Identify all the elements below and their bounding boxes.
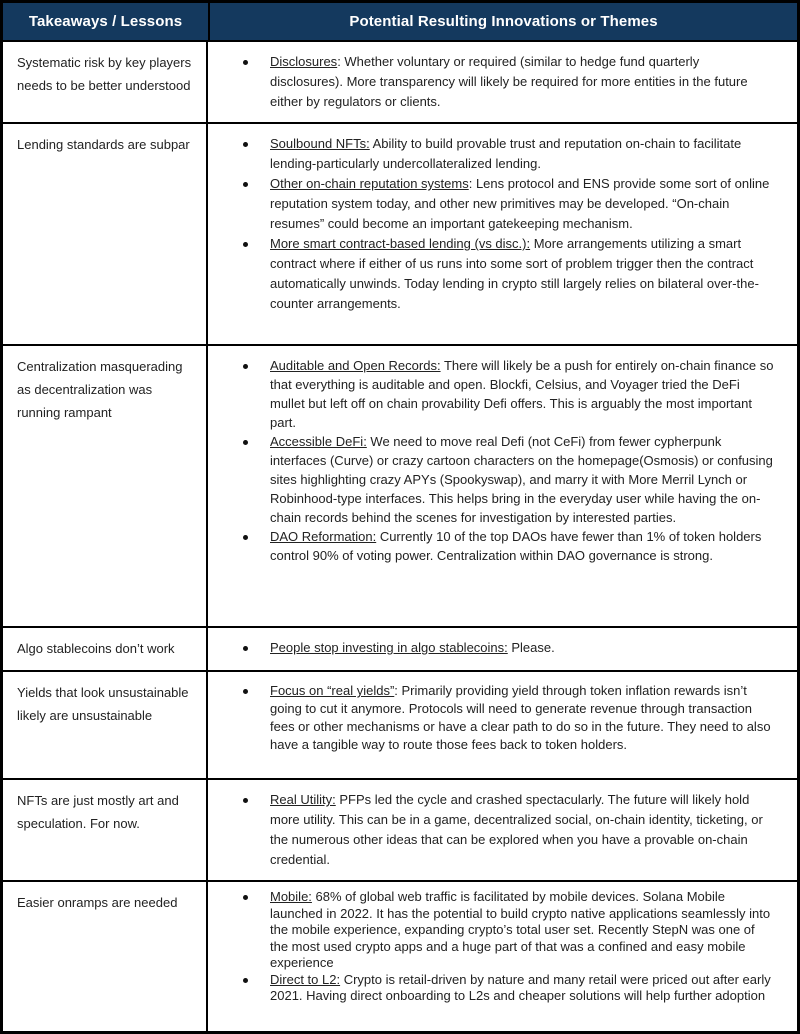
bullet-text	[270, 134, 775, 174]
bullet-icon	[243, 689, 248, 694]
bullet-item	[243, 972, 775, 1005]
bullet-list	[208, 682, 775, 754]
bullet-text	[270, 790, 775, 870]
takeaway-text: Yields that look unsustainable likely are unsustainable	[17, 685, 189, 723]
bullet-item	[243, 638, 775, 658]
bullet-text	[270, 234, 775, 314]
bullet-rest: Currently 10 of the top DAOs have fewer than 1% of token holders control 90% of voting power. Centralization within DAO governance is strong.	[270, 529, 762, 563]
bullet-lead: More smart contract-based lending (vs disc.):	[270, 236, 531, 251]
takeaway-text: NFTs are just mostly art and speculation. For now.	[17, 793, 179, 831]
bullet-lead: DAO Reformation:	[270, 529, 377, 544]
bullet-lead: Focus on “real yields”	[270, 683, 395, 698]
innovations-cell	[208, 628, 797, 670]
bullet-lead: Direct to L2:	[270, 971, 341, 987]
bullet-rest: Please.	[507, 640, 555, 655]
bullet-item	[243, 134, 775, 174]
bullet-icon	[243, 798, 248, 803]
bullet-list	[208, 638, 775, 658]
bullet-rest: Ability to build provable trust and reputation on-chain to facilitate lending-particularly undercollateralized lending.	[270, 136, 742, 171]
takeaway-text: Easier onramps are needed	[17, 895, 178, 910]
bullet-text	[270, 527, 775, 565]
bullet-item	[243, 432, 775, 527]
innovations-cell	[208, 124, 797, 344]
takeaway-cell	[3, 780, 208, 880]
bullet-text	[270, 972, 775, 1005]
bullet-icon	[243, 535, 248, 540]
innovations-cell	[208, 780, 797, 880]
table-header	[3, 3, 797, 42]
bullet-rest: We need to move real Defi (not CeFi) from fewer cypherpunk interfaces (Curve) or crazy cartoon characters on the homepage(Osmosis) or confusing sites highlighting crazy APYs (Spookyswap), and marry it with More Merril Lynch or Robinhood-type interfaces. This helps bring in the everyday user while having the on-chain records behind the scenes for investigation by interested parties.	[270, 434, 773, 525]
bullet-item	[243, 527, 775, 565]
innovations-cell	[208, 42, 797, 122]
bullet-item	[243, 682, 775, 754]
bullet-rest: : Whether voluntary or required (similar to hedge fund quarterly disclosures). More transparency will likely be required for more entities in the future either by regulators or clients.	[270, 54, 748, 109]
bullet-rest: More arrangements utilizing a smart contract where if either of us runs into some sort of problem trigger then the contract automatically unwinds. Today lending in crypto still largely relies on bilateral over-the-counter arrangements.	[270, 236, 759, 311]
table-row	[3, 628, 797, 672]
innovations-cell	[208, 882, 797, 1031]
bullet-text	[270, 356, 775, 432]
bullet-rest: : Lens protocol and ENS provide some sort of online reputation system today, and other new primitives may be developed. “On-chain resumes” could become an important gatekeeping mechanism.	[270, 176, 770, 231]
bullet-text	[270, 682, 775, 754]
takeaway-cell	[3, 346, 208, 626]
bullet-item	[243, 52, 775, 112]
bullet-icon	[243, 978, 248, 983]
table-row	[3, 124, 797, 346]
bullet-rest: : Primarily providing yield through token inflation rewards isn’t going to cut it anymore. Protocols will need to generate revenue through transaction fees or other mechanisms or have a clear path to do so in the future. They need to also have a tangible way to route those fees back to token holders.	[270, 683, 771, 752]
bullet-icon	[243, 142, 248, 147]
takeaway-cell	[3, 628, 208, 670]
bullet-list	[208, 134, 775, 314]
header-innovations: Potential Resulting Innovations or Themes	[349, 13, 658, 30]
bullet-lead: Mobile:	[270, 889, 312, 904]
takeaway-text: Centralization masquerading as decentralization was running rampant	[17, 359, 183, 420]
takeaway-text: Lending standards are subpar	[17, 137, 190, 152]
takeaway-text: Systematic risk by key players needs to be better understood	[17, 55, 192, 93]
table-row	[3, 780, 797, 882]
bullet-lead: Real Utility:	[270, 792, 336, 807]
bullet-list	[208, 790, 775, 870]
bullet-text	[270, 52, 775, 112]
bullet-text	[270, 174, 775, 234]
bullet-text	[270, 638, 775, 658]
table-row	[3, 42, 797, 124]
takeaway-cell	[3, 42, 208, 122]
bullet-item	[243, 234, 775, 314]
bullet-text	[270, 889, 775, 972]
bullet-text	[270, 432, 775, 527]
bullet-icon	[243, 60, 248, 65]
bullet-icon	[243, 364, 248, 369]
table-row	[3, 882, 797, 1031]
bullet-lead: Auditable and Open Records:	[270, 358, 441, 373]
bullet-item	[243, 889, 775, 972]
takeaway-text: Algo stablecoins don’t work	[17, 641, 175, 656]
bullet-item	[243, 356, 775, 432]
bullet-lead: Disclosures	[270, 54, 338, 69]
bullet-rest: There will likely be a push for entirely on-chain finance so that everything is auditable and open. Blockfi, Celsius, and Voyager tried the DeFi mullet but left off on chain provability Defi offers. This is arguably the most important part.	[270, 358, 774, 430]
bullet-item	[243, 790, 775, 870]
bullet-list	[208, 889, 775, 1005]
innovations-cell	[208, 346, 797, 626]
bullet-rest: PFPs led the cycle and crashed spectacularly. The future will likely hold more utility. This can be in a game, decentralized social, on-chain identity, ticketing, or the numerous other ideas that can be explored when you have a provable on-chain credential.	[270, 792, 763, 867]
takeaway-cell	[3, 882, 208, 1031]
bullet-icon	[243, 182, 248, 187]
bullet-lead: Other on-chain reputation systems	[270, 176, 469, 191]
bullet-lead: Accessible DeFi:	[270, 434, 367, 449]
bullet-icon	[243, 242, 248, 247]
bullet-item	[243, 174, 775, 234]
bullet-lead: People stop investing in algo stablecoins:	[270, 640, 508, 655]
bullet-icon	[243, 646, 248, 651]
bullet-icon	[243, 440, 248, 445]
takeaway-cell	[3, 124, 208, 344]
takeaway-cell	[3, 672, 208, 778]
table-row	[3, 346, 797, 628]
table-row	[3, 672, 797, 780]
header-takeaways: Takeaways / Lessons	[3, 3, 210, 40]
bullet-icon	[243, 895, 248, 900]
bullet-list	[208, 356, 775, 565]
bullet-lead: Soulbound NFTs:	[270, 136, 370, 151]
bullet-list	[208, 52, 775, 112]
bullet-rest: 68% of global web traffic is facilitated by mobile devices. Solana Mobile launched in 2022. It has the potential to build crypto native applications seamlessly into the mobile experience, expanding crypto’s total user set. Recently StepN was one of the most used crypto apps and a huge part of that was a confined and easy mobile experience	[270, 889, 771, 970]
innovations-cell	[208, 672, 797, 778]
bullet-rest: Crypto is retail-driven by nature and many retail were priced out after early 2021. Having direct onboarding to L2s and cheaper solutions will help further adoption	[270, 971, 771, 1003]
